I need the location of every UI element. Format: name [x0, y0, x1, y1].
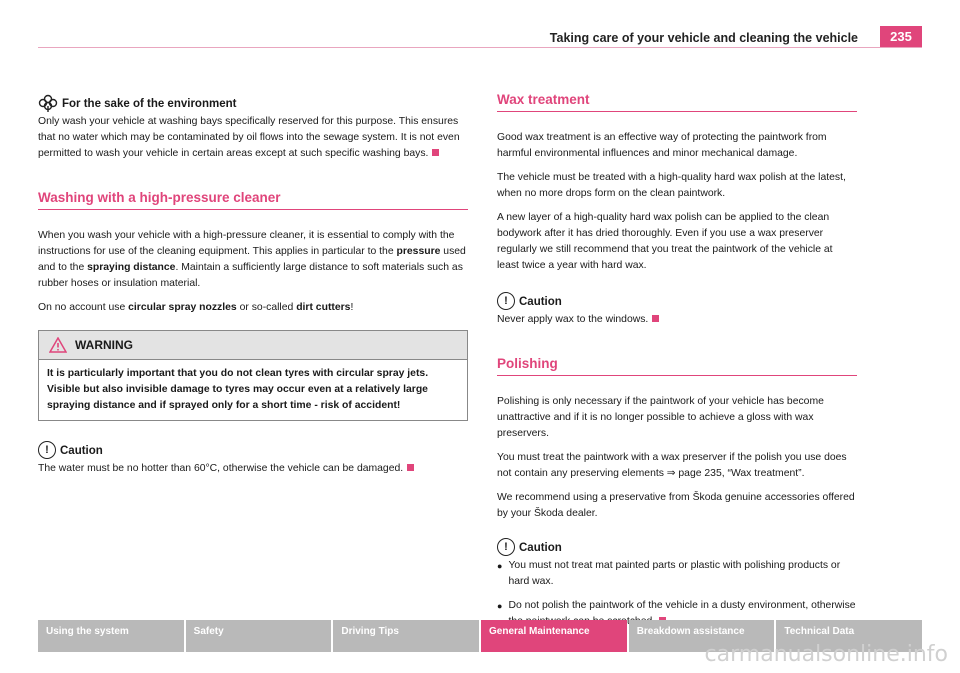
nozzle-paragraph: On no account use circular spray nozzles or so-called dirt cutters!: [38, 302, 354, 313]
tab-safety[interactable]: Safety: [186, 620, 332, 652]
bullet-icon: ●: [497, 601, 503, 611]
wax-paragraph-2: The vehicle must be treated with a high-quality hard wax polish at the latest, when no more drops form on the clean paintwork.: [497, 172, 846, 199]
caution-heading: [38, 441, 468, 459]
high-pressure-paragraph: When you wash your vehicle with a high-pressure cleaner, it is essential to comply with the instructions for use of the cleaning equipment. This applies in particular to the pressure used and to the spraying distance. Maintain a sufficiently large distance to soft materials such as rubber hoses or insulation material.: [38, 230, 466, 289]
caution-icon: !: [497, 538, 515, 556]
environment-text: Only wash your vehicle at washing bays specifically reserved for this purpose. This ensures that no water which may be contaminated by oil flows into the sewage system. It is not even permitted to wash your vehicle in certain areas except at such specific washing bays.: [38, 116, 460, 159]
warning-triangle-icon: [49, 337, 67, 353]
wax-paragraph-1: Good wax treatment is an effective way of protecting the paintwork from harmful environmental influences and minor mechanical damage.: [497, 132, 827, 159]
section-title-wax: Wax treatment: [497, 92, 857, 112]
tab-using-the-system[interactable]: Using the system: [38, 620, 184, 652]
list-item: ● You must not treat mat painted parts or plastic with polishing products or hard wax.: [497, 558, 857, 590]
polishing-paragraph-2: You must treat the paintwork with a wax preserver if the polish you use does not contain any preserving elements ⇒ page 235, “Wax treatment”.: [497, 452, 847, 479]
tab-technical-data[interactable]: Technical Data: [776, 620, 922, 652]
caution-heading-polishing: [497, 538, 857, 556]
warning-header: [39, 331, 467, 360]
page-header-title: Taking care of your vehicle and cleaning the vehicle: [549, 31, 858, 45]
list-item: ● Do not polish the paintwork of the vehicle in a dusty environment, otherwise: [497, 598, 857, 630]
tab-driving-tips[interactable]: Driving Tips: [333, 620, 479, 652]
end-mark-icon: [432, 149, 439, 156]
environment-heading: [38, 94, 468, 112]
end-mark-icon: [652, 315, 659, 322]
page-number: 235: [880, 26, 922, 48]
caution-icon: !: [38, 441, 56, 459]
bullet-icon: ●: [497, 561, 503, 571]
header-divider: [38, 47, 922, 48]
caution-title: Caution: [60, 445, 103, 457]
warning-title: WARNING: [75, 338, 133, 352]
wax-paragraph-3: A new layer of a high-quality hard wax polish can be applied to the clean bodywork after it has dried thoroughly. Even if you use a wax preserver regularly we still recommend that you treat the paintwork of the vehicle at least twice a year with hard wax.: [497, 212, 833, 271]
warning-box: [38, 330, 468, 421]
caution-heading-wax: [497, 292, 857, 310]
caution-text-wax: Never apply wax to the windows.: [497, 312, 857, 328]
polishing-paragraph-3: We recommend using a preservative from Škoda genuine accessories offered by your Škoda dealer.: [497, 492, 855, 519]
caution-text: The water must be no hotter than 60°C, otherwise the vehicle can be damaged.: [38, 461, 468, 477]
right-column: [497, 88, 857, 638]
flower-icon: [38, 94, 58, 112]
end-mark-icon: [407, 464, 414, 471]
tab-breakdown-assistance[interactable]: Breakdown assistance: [629, 620, 775, 652]
caution-title-wax: Caution: [519, 296, 562, 308]
left-column: [38, 88, 468, 485]
section-title-polishing: Polishing: [497, 356, 857, 376]
warning-text: It is particularly important that you do not clean tyres with circular spray jets. Visible but also invisible damage to tyres may occur even at a relatively large spraying distance and if sprayed only for a short time - risk of accident!: [47, 368, 429, 411]
environment-title: For the sake of the environment: [62, 98, 237, 110]
tab-general-maintenance[interactable]: General Maintenance: [481, 620, 627, 652]
caution-icon: !: [497, 292, 515, 310]
caution-title-polishing: Caution: [519, 542, 562, 554]
section-title-high-pressure: Washing with a high-pressure cleaner: [38, 190, 468, 210]
polishing-paragraph-1: Polishing is only necessary if the paintwork of your vehicle has become unattractive and if it is no longer possible to achieve a gloss with wax preservers.: [497, 396, 824, 439]
watermark: carmanualsonline.info: [704, 642, 948, 667]
